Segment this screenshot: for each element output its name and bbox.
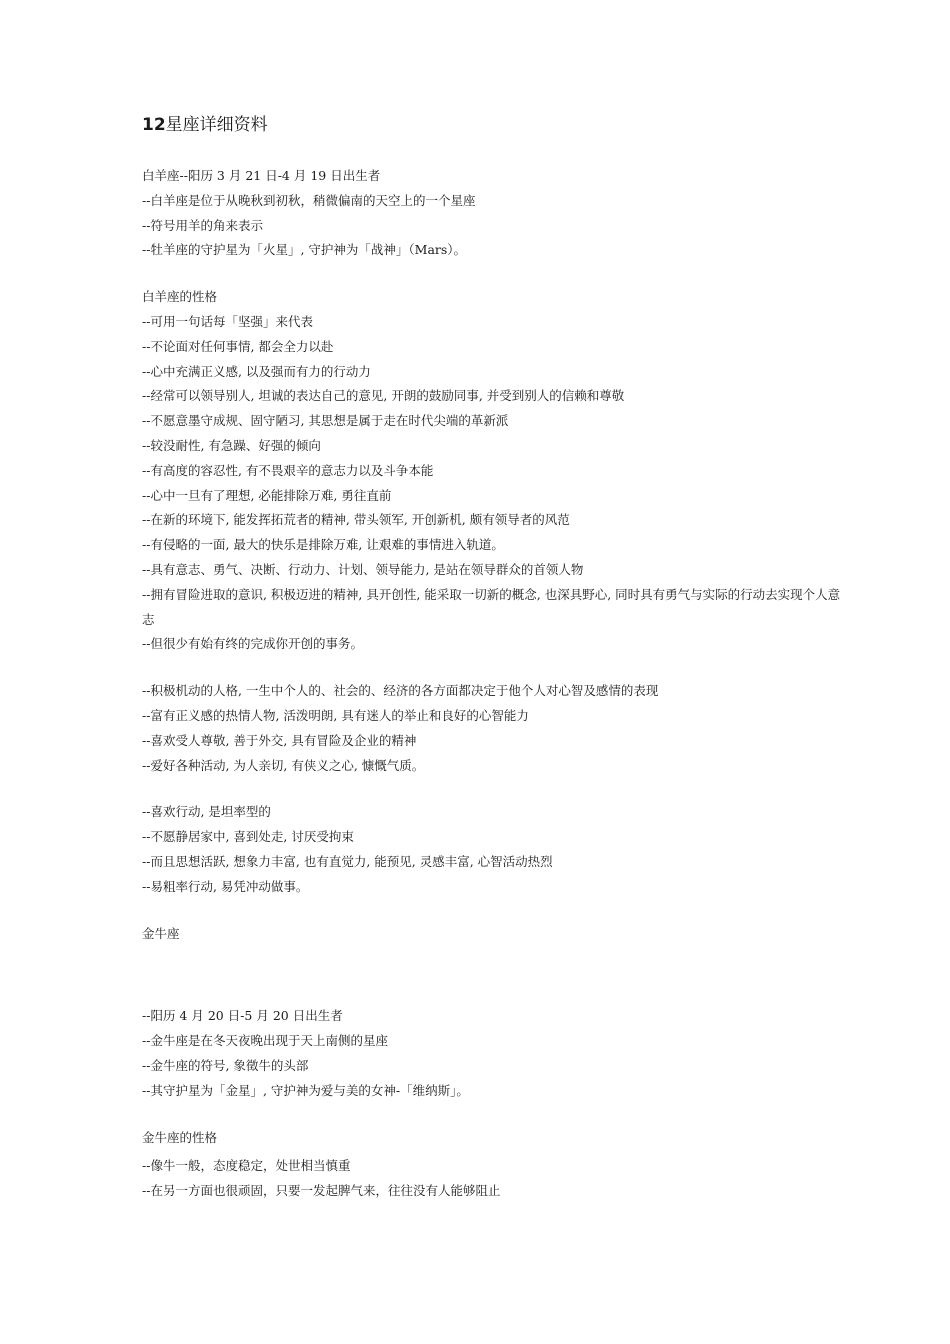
aries-traits-2 bbox=[142, 679, 842, 778]
text-line: 白羊座--阳历 3 月 21 日-4 月 19 日出生者 bbox=[142, 168, 381, 183]
section-heading: 白羊座的性格 bbox=[142, 289, 218, 305]
text-line: --其守护星为「金星」, 守护神为爱与美的女神-「维纳斯」。 bbox=[142, 1082, 469, 1098]
aries-personality bbox=[142, 285, 842, 657]
text-line: --符号用羊的角来表示 bbox=[142, 217, 263, 233]
text-line: --金牛座是在冬天夜晚出现于天上南侧的星座 bbox=[142, 1033, 388, 1049]
text-line: --心中充满正义感, 以及强而有力的行动力 bbox=[142, 363, 371, 379]
taurus-personality bbox=[142, 1126, 842, 1204]
text-line: --较没耐性, 有急躁、好强的倾向 bbox=[142, 437, 321, 453]
text-line: --金牛座的符号, 象徵牛的头部 bbox=[142, 1057, 309, 1073]
taurus-heading-block bbox=[142, 922, 842, 947]
taurus-intro bbox=[142, 1004, 842, 1103]
section-heading: 金牛座 bbox=[142, 925, 180, 941]
text-line: --积极机动的人格, 一生中个人的、社会的、经济的各方面都决定于他个人对心智及感情的表现 bbox=[142, 683, 659, 699]
text-line: --牡羊座的守护星为「火星」, 守护神为「战神」（Mars）。 bbox=[142, 242, 467, 258]
text-line: --像牛一般，态度稳定，处世相当慎重 bbox=[142, 1158, 351, 1174]
text-line: --心中一旦有了理想, 必能排除万难, 勇往直前 bbox=[142, 487, 392, 503]
text-line: --而且思想活跃, 想象力丰富, 也有直觉力, 能预见, 灵感丰富, 心智活动热烈 bbox=[142, 853, 553, 869]
text-line: --有侵略的一面, 最大的快乐是排除万难, 让艰难的事情进入轨道。 bbox=[142, 537, 504, 553]
text-line: --喜欢受人尊敬, 善于外交, 具有冒险及企业的精神 bbox=[142, 732, 417, 748]
text-line: --但很少有始有终的完成你开创的事务。 bbox=[142, 636, 363, 652]
title-text: 星座详细资料 bbox=[165, 115, 268, 135]
text-line: --经常可以领导别人, 坦诚的表达自己的意见, 开朗的鼓励同事, 并受到别人的信赖和尊敬 bbox=[142, 388, 625, 404]
title-number: 12 bbox=[142, 115, 166, 135]
text-line: --拥有冒险进取的意识, 积极迈进的精神, 具开创性, 能采取一切新的概念, 也深具野心, 同时具有勇气与实际的行动去实现个人意志 bbox=[142, 586, 841, 627]
text-line: --可用一句话每「坚强」来代表 bbox=[142, 313, 313, 329]
spacer bbox=[142, 946, 842, 1004]
text-line: --在新的环境下, 能发挥拓荒者的精神, 带头领军, 开创新机, 颇有领导者的风范 bbox=[142, 512, 570, 528]
text-line: --有高度的容忍性, 有不畏艰辛的意志力以及斗争本能 bbox=[142, 462, 434, 478]
text-line: --喜欢行动, 是坦率型的 bbox=[142, 804, 271, 820]
document-title bbox=[142, 112, 842, 138]
text-line: --白羊座是位于从晚秋到初秋，稍微偏南的天空上的一个星座 bbox=[142, 192, 476, 208]
aries-traits-3 bbox=[142, 800, 842, 899]
text-line: --爱好各种活动, 为人亲切, 有侠义之心, 慷慨气质。 bbox=[142, 757, 425, 773]
text-line: --不愿意墨守成规、固守陋习, 其思想是属于走在时代尖端的革新派 bbox=[142, 413, 509, 429]
text-line: --阳历 4 月 20 日-5 月 20 日出生者 bbox=[142, 1008, 343, 1024]
aries-intro bbox=[142, 164, 842, 263]
text-line: --易粗率行动, 易凭冲动做事。 bbox=[142, 878, 309, 894]
text-line: --在另一方面也很顽固，只要一发起脾气来，往往没有人能够阻止 bbox=[142, 1183, 501, 1199]
text-line: --不论面对任何事情, 都会全力以赴 bbox=[142, 338, 334, 354]
document-page bbox=[142, 112, 842, 1226]
text-line: --富有正义感的热情人物, 活泼明朗, 具有迷人的举止和良好的心智能力 bbox=[142, 707, 529, 723]
text-line: --不愿静居家中, 喜到处走, 讨厌受拘束 bbox=[142, 829, 354, 845]
section-heading: 金牛座的性格 bbox=[142, 1129, 218, 1145]
text-line: --具有意志、勇气、决断、行动力、计划、领导能力, 是站在领导群众的首领人物 bbox=[142, 561, 584, 577]
